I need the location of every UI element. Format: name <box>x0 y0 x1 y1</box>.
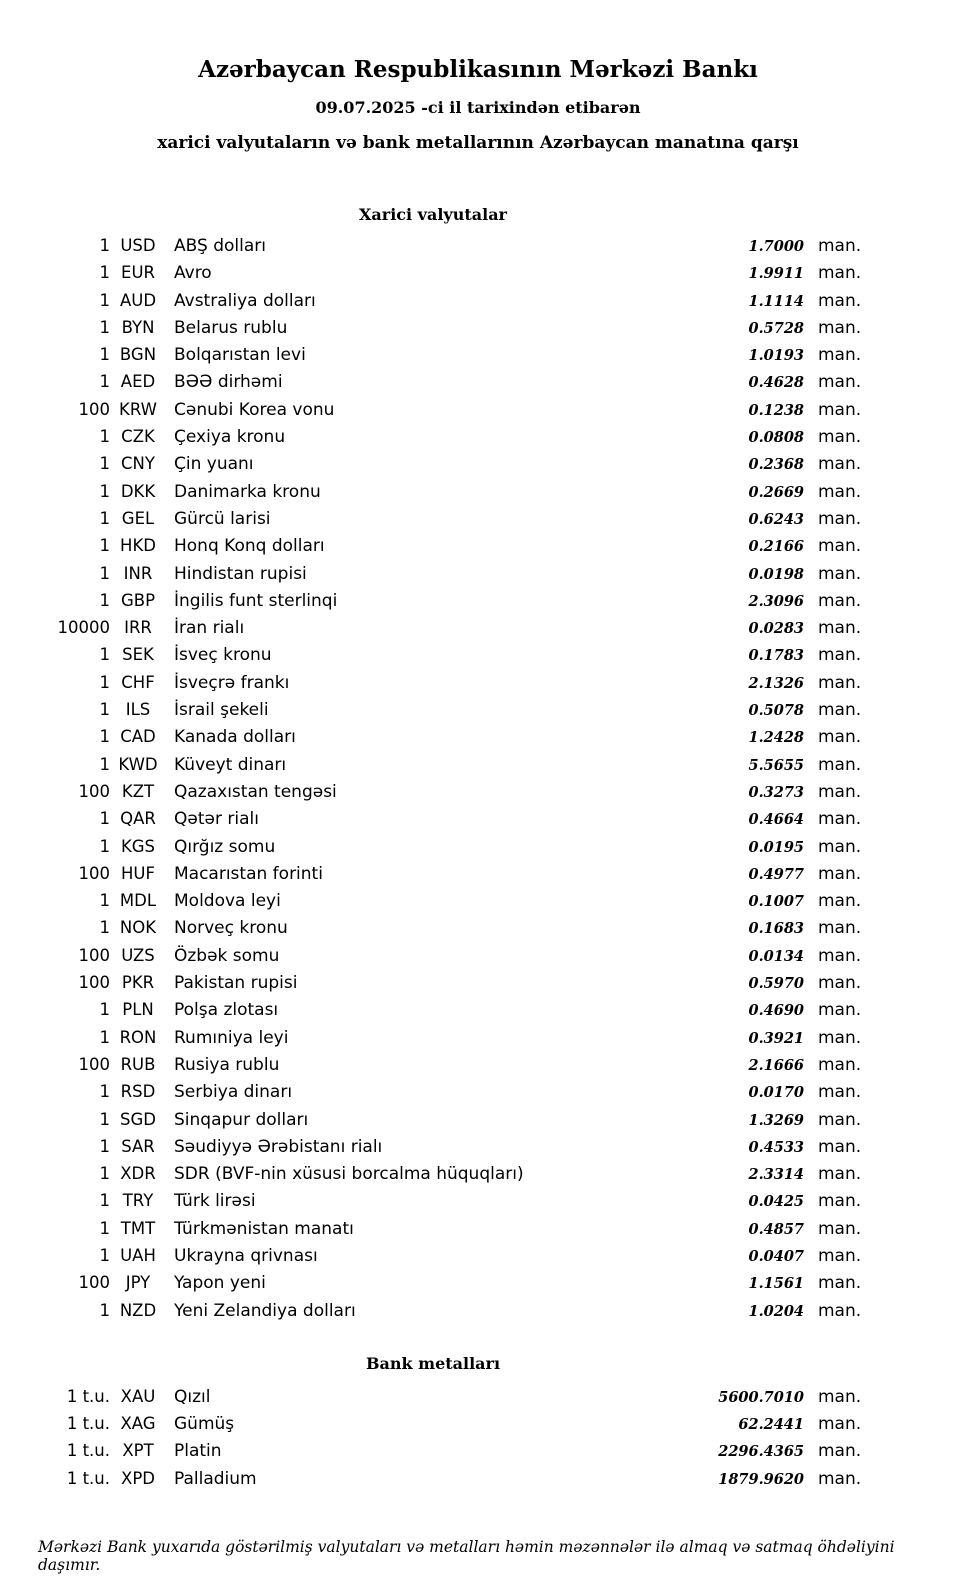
unit-label: man. <box>818 1109 862 1130</box>
unit-label: man. <box>818 1468 862 1489</box>
unit-label: man. <box>818 618 862 639</box>
rate-row-XPD <box>0 1465 866 1492</box>
currency-name: İngilis funt sterlinqi <box>174 590 338 611</box>
quantity-value: 1 <box>99 891 110 911</box>
unit-label: man. <box>818 563 862 584</box>
rate-row-XPT <box>0 1437 866 1464</box>
currency-name: Hindistan rupisi <box>174 563 307 584</box>
rate-value: 2296.4365 <box>718 1443 804 1461</box>
rate-row-RSD <box>0 1078 866 1105</box>
rate-row-NOK <box>0 914 866 941</box>
unit-label: man. <box>818 891 862 912</box>
rate-value: 0.0407 <box>748 1247 804 1265</box>
currency-code: PLN <box>122 1000 154 1020</box>
currencies-table <box>0 232 866 1324</box>
rate-row-INR <box>0 560 866 587</box>
currency-code: XPT <box>122 1441 154 1461</box>
currency-name: İsveç kronu <box>174 645 272 666</box>
currency-name: Avro <box>174 263 212 284</box>
unit-label: man. <box>818 1136 862 1157</box>
unit-label: man. <box>818 1218 862 1239</box>
rate-row-UAH <box>0 1242 866 1269</box>
currency-code: XPD <box>121 1468 155 1488</box>
rate-value: 0.1683 <box>748 920 804 938</box>
currency-code: TMT <box>120 1218 156 1238</box>
rate-row-RUB <box>0 1051 866 1078</box>
rate-value: 0.2166 <box>748 538 804 556</box>
unit-label: man. <box>818 1300 862 1321</box>
rate-row-HUF <box>0 860 866 887</box>
rate-value: 0.0283 <box>748 620 804 638</box>
currency-code: KZT <box>121 781 155 801</box>
rate-row-CZK <box>0 423 866 450</box>
unit-label: man. <box>818 836 862 857</box>
rate-value: 0.1007 <box>748 893 804 911</box>
rate-value: 1.2428 <box>748 729 804 747</box>
unit-label: man. <box>818 672 862 693</box>
unit-label: man. <box>818 1414 862 1435</box>
currency-name: Ukrayna qrivnası <box>174 1245 318 1266</box>
quantity-value: 1 <box>99 317 110 337</box>
unit-label: man. <box>818 481 862 502</box>
rate-row-CAD <box>0 723 866 750</box>
rate-value: 0.0808 <box>748 429 804 447</box>
rate-row-USD <box>0 232 866 259</box>
currency-name: Türk lirəsi <box>174 1191 256 1212</box>
rate-row-HKD <box>0 532 866 559</box>
rate-row-EUR <box>0 259 866 286</box>
quantity-value: 1 <box>99 1300 110 1320</box>
rate-value: 0.0198 <box>748 565 804 583</box>
rate-row-DKK <box>0 478 866 505</box>
quantity-value: 100 <box>78 973 110 993</box>
rate-row-QAR <box>0 805 866 832</box>
rate-row-KWD <box>0 751 866 778</box>
rate-row-KZT <box>0 778 866 805</box>
rate-value: 1.0204 <box>748 1302 804 1320</box>
unit-label: man. <box>818 263 862 284</box>
currency-code: NZD <box>119 1300 157 1320</box>
currency-code: CZK <box>121 427 155 447</box>
quantity-value: 1 <box>99 1191 110 1211</box>
quantity-value: 1 <box>99 1136 110 1156</box>
rate-row-KGS <box>0 833 866 860</box>
currency-code: RUB <box>120 1054 156 1074</box>
unit-label: man. <box>818 700 862 721</box>
unit-label: man. <box>818 973 862 994</box>
rate-value: 2.3314 <box>748 1166 804 1184</box>
rate-row-TRY <box>0 1187 866 1214</box>
unit-label: man. <box>818 1027 862 1048</box>
quantity-value: 100 <box>78 781 110 801</box>
unit-label: man. <box>818 863 862 884</box>
currency-name: Küveyt dinarı <box>174 754 287 775</box>
unit-label: man. <box>818 1000 862 1021</box>
currency-name: Cənubi Korea vonu <box>174 399 335 420</box>
rate-row-TMT <box>0 1215 866 1242</box>
currency-name: Səudiyyə Ərəbistanı rialı <box>174 1136 383 1157</box>
quantity-value: 1 <box>99 1082 110 1102</box>
rate-value: 1.7000 <box>748 238 804 255</box>
currency-name: BƏƏ dirhəmi <box>174 372 283 393</box>
quantity-value: 1 <box>99 481 110 501</box>
currency-code: KGS <box>120 836 156 856</box>
page-title: Azərbaycan Respublikasının Mərkəzi Bankı <box>198 56 758 83</box>
rate-row-PKR <box>0 969 866 996</box>
currency-name: Belarus rublu <box>174 317 288 338</box>
currency-code: GBP <box>120 590 156 610</box>
quantity-value: 1 t.u. <box>66 1414 110 1434</box>
currency-code: NOK <box>119 918 157 938</box>
quantity-value: 100 <box>78 863 110 883</box>
currency-code: AED <box>120 372 156 392</box>
quantity-value: 1 <box>99 700 110 720</box>
quantity-value: 100 <box>78 945 110 965</box>
document-header <box>0 0 956 153</box>
currency-code: SGD <box>120 1109 156 1129</box>
rate-row-UZS <box>0 942 866 969</box>
currency-name: Qızıl <box>174 1386 211 1407</box>
currency-code: USD <box>120 236 156 255</box>
rate-value: 1879.9620 <box>718 1470 804 1488</box>
rate-value: 1.3269 <box>748 1111 804 1129</box>
rate-row-SEK <box>0 641 866 668</box>
currency-code: HKD <box>120 536 156 556</box>
quantity-value: 1 <box>99 372 110 392</box>
unit-label: man. <box>818 1164 862 1185</box>
currency-name: Yapon yeni <box>174 1273 266 1294</box>
currency-code: MDL <box>119 891 157 911</box>
rate-value: 0.2368 <box>748 456 804 474</box>
currency-code: SAR <box>121 1136 155 1156</box>
unit-label: man. <box>818 454 862 475</box>
currency-name: Yeni Zelandiya dolları <box>174 1300 356 1321</box>
currency-name: Norveç kronu <box>174 918 288 939</box>
rate-row-XAG <box>0 1410 866 1437</box>
unit-label: man. <box>818 918 862 939</box>
quantity-value: 1 <box>99 590 110 610</box>
rate-value: 2.3096 <box>748 592 804 610</box>
rate-value: 2.1666 <box>748 1056 804 1074</box>
currency-code: QAR <box>120 809 156 829</box>
quantity-value: 1 <box>99 1245 110 1265</box>
quantity-value: 1 t.u. <box>66 1441 110 1461</box>
quantity-value: 1 t.u. <box>66 1468 110 1488</box>
rate-row-PLN <box>0 996 866 1023</box>
currency-name: Bolqarıstan levi <box>174 345 306 366</box>
currency-code: JPY <box>125 1273 151 1293</box>
currency-name: Gürcü larisi <box>174 508 271 529</box>
rate-value: 0.0195 <box>748 838 804 856</box>
quantity-value: 1 <box>99 508 110 528</box>
currency-code: RSD <box>120 1082 156 1102</box>
unit-label: man. <box>818 1245 862 1266</box>
currency-code: DKK <box>120 481 156 501</box>
rate-value: 0.4690 <box>748 1002 804 1020</box>
currency-name: Türkmənistan manatı <box>174 1218 354 1239</box>
currency-name: Gümüş <box>174 1414 235 1435</box>
currency-name: İran rialı <box>174 618 245 639</box>
rate-value: 1.9911 <box>748 265 804 283</box>
currency-name: Qırğız somu <box>174 836 276 857</box>
unit-label: man. <box>818 536 862 557</box>
currency-code: BYN <box>121 317 155 337</box>
rate-row-BGN <box>0 341 866 368</box>
metals-section-title: Bank metalları <box>365 1353 501 1373</box>
currency-code: HUF <box>121 863 155 883</box>
currency-code: UAH <box>120 1245 156 1265</box>
currency-code: KRW <box>119 399 157 419</box>
unit-label: man. <box>818 1441 862 1462</box>
currency-name: Qazaxıstan tengəsi <box>174 781 337 802</box>
rate-value: 0.4628 <box>748 374 804 392</box>
quantity-value: 1 <box>99 427 110 447</box>
rate-row-KRW <box>0 396 866 423</box>
rate-value: 0.4857 <box>748 1220 804 1238</box>
currency-code: XDR <box>120 1164 156 1184</box>
rate-value: 0.1783 <box>748 647 804 665</box>
currency-code: AUD <box>119 290 157 310</box>
currency-name: Palladium <box>174 1468 257 1489</box>
rate-value: 0.0425 <box>748 1193 804 1211</box>
quantity-value: 10000 <box>57 618 110 638</box>
rate-value: 0.5728 <box>748 319 804 337</box>
quantity-value: 1 t.u. <box>66 1386 110 1406</box>
currency-code: PKR <box>121 973 155 993</box>
quantity-value: 1 <box>99 754 110 774</box>
currency-code: BGN <box>119 345 157 365</box>
quantity-value: 1 <box>99 1164 110 1184</box>
currencies-section-title: Xarici valyutalar <box>359 205 507 224</box>
currency-code: INR <box>123 563 153 583</box>
currency-name: Danimarka kronu <box>174 481 321 502</box>
quantity-value: 100 <box>78 399 110 419</box>
currency-code: SEK <box>122 645 154 665</box>
page-subtitle: xarici valyutaların və bank metallarının Azərbaycan manatına qarşı <box>157 133 799 153</box>
currency-name: Honq Konq dolları <box>174 536 325 557</box>
rate-value: 0.2669 <box>748 483 804 501</box>
currency-name: Sinqapur dolları <box>174 1109 309 1130</box>
unit-label: man. <box>818 645 862 666</box>
rate-value: 5600.7010 <box>718 1388 804 1406</box>
quantity-value: 1 <box>99 645 110 665</box>
currency-code: RON <box>119 1027 157 1047</box>
effective-date-line: 09.07.2025 -ci il tarixindən etibarən <box>315 98 641 117</box>
currency-name: SDR (BVF-nin xüsusi borcalma hüquqları) <box>174 1164 524 1185</box>
rate-value: 1.1114 <box>748 292 804 310</box>
quantity-value: 1 <box>99 1109 110 1129</box>
rate-row-BYN <box>0 314 866 341</box>
currency-name: Kanada dolları <box>174 727 296 748</box>
rate-row-RON <box>0 1024 866 1051</box>
currency-name: Rumıniya leyi <box>174 1027 289 1048</box>
unit-label: man. <box>818 1082 862 1103</box>
rate-row-SAR <box>0 1133 866 1160</box>
quantity-value: 1 <box>99 672 110 692</box>
currency-code: UZS <box>121 945 155 965</box>
unit-label: man. <box>818 345 862 366</box>
unit-label: man. <box>818 727 862 748</box>
quantity-value: 1 <box>99 536 110 556</box>
currency-code: GEL <box>121 508 155 528</box>
rate-value: 0.4977 <box>748 865 804 883</box>
unit-label: man. <box>818 590 862 611</box>
quantity-value: 1 <box>99 1027 110 1047</box>
quantity-value: 1 <box>99 345 110 365</box>
rate-row-CHF <box>0 669 866 696</box>
unit-label: man. <box>818 809 862 830</box>
rate-value: 0.4533 <box>748 1138 804 1156</box>
currency-code: IRR <box>124 618 152 638</box>
currency-code: KWD <box>118 754 158 774</box>
rate-value: 2.1326 <box>748 674 804 692</box>
rate-row-CNY <box>0 450 866 477</box>
rate-row-GEL <box>0 505 866 532</box>
rate-row-XAU <box>0 1383 866 1410</box>
rate-row-IRR <box>0 614 866 641</box>
unit-label: man. <box>818 317 862 338</box>
quantity-value: 1 <box>99 1000 110 1020</box>
currency-name: İsrail şekeli <box>174 700 269 721</box>
quantity-value: 1 <box>99 263 110 283</box>
rate-row-AED <box>0 368 866 395</box>
quantity-value: 1 <box>99 454 110 474</box>
quantity-value: 1 <box>99 727 110 747</box>
rate-value: 5.5655 <box>748 756 804 774</box>
rate-value: 0.5970 <box>748 975 804 993</box>
unit-label: man. <box>818 781 862 802</box>
unit-label: man. <box>818 1191 862 1212</box>
quantity-value: 1 <box>99 918 110 938</box>
currency-name: Rusiya rublu <box>174 1054 280 1075</box>
currency-name: Moldova leyi <box>174 891 281 912</box>
currency-code: ILS <box>125 700 151 720</box>
currency-name: Macarıstan forinti <box>174 863 323 884</box>
currency-name: Platin <box>174 1441 222 1462</box>
currency-code: TRY <box>122 1191 154 1211</box>
rate-row-MDL <box>0 887 866 914</box>
disclaimer-text: Mərkəzi Bank yuxarıda göstərilmiş valyutaları və metalları həmin məzənnələr ilə almaq və satmaq öhdəliyini daşımır. <box>38 1538 895 1574</box>
currency-name: Polşa zlotası <box>174 1000 279 1021</box>
rate-row-AUD <box>0 287 866 314</box>
unit-label: man. <box>818 236 862 256</box>
unit-label: man. <box>818 290 862 311</box>
currency-code: XAU <box>120 1386 156 1406</box>
rate-value: 0.6243 <box>748 510 804 528</box>
rate-value: 0.5078 <box>748 702 804 720</box>
currency-name: Qətər rialı <box>174 809 259 830</box>
unit-label: man. <box>818 1054 862 1075</box>
unit-label: man. <box>818 508 862 529</box>
quantity-value: 1 <box>99 836 110 856</box>
currency-name: Pakistan rupisi <box>174 973 298 994</box>
quantity-value: 1 <box>99 1218 110 1238</box>
quantity-value: 100 <box>78 1054 110 1074</box>
currency-code: CAD <box>120 727 156 747</box>
unit-label: man. <box>818 754 862 775</box>
currency-name: Çin yuanı <box>174 454 254 475</box>
quantity-value: 1 <box>99 809 110 829</box>
rate-row-XDR <box>0 1160 866 1187</box>
currency-name: Özbək somu <box>174 945 280 966</box>
currency-name: ABŞ dolları <box>174 236 266 256</box>
rate-value: 1.0193 <box>748 347 804 365</box>
unit-label: man. <box>818 1386 862 1407</box>
rate-value: 62.2441 <box>738 1416 804 1434</box>
unit-label: man. <box>818 427 862 448</box>
rate-value: 0.0134 <box>748 947 804 965</box>
rate-value: 0.1238 <box>748 401 804 419</box>
rate-value: 0.0170 <box>748 1084 804 1102</box>
unit-label: man. <box>818 1273 862 1294</box>
unit-label: man. <box>818 399 862 420</box>
quantity-value: 1 <box>99 236 110 255</box>
rate-value: 1.1561 <box>748 1275 804 1293</box>
currency-code: CHF <box>121 672 155 692</box>
rate-row-NZD <box>0 1297 866 1324</box>
quantity-value: 1 <box>99 290 110 310</box>
currency-name: Çexiya kronu <box>174 427 286 448</box>
rate-value: 0.4664 <box>748 811 804 829</box>
currency-code: EUR <box>121 263 155 283</box>
unit-label: man. <box>818 945 862 966</box>
metals-table <box>0 1383 866 1492</box>
rate-row-JPY <box>0 1269 866 1296</box>
currency-name: İsveçrə frankı <box>174 672 290 693</box>
currency-code: XAG <box>120 1414 156 1434</box>
rate-value: 0.3921 <box>748 1029 804 1047</box>
quantity-value: 1 <box>99 563 110 583</box>
currency-code: CNY <box>121 454 155 474</box>
rate-row-GBP <box>0 587 866 614</box>
rate-value: 0.3273 <box>748 783 804 801</box>
rate-row-SGD <box>0 1106 866 1133</box>
quantity-value: 100 <box>78 1273 110 1293</box>
currency-name: Avstraliya dolları <box>174 290 316 311</box>
rate-row-ILS <box>0 696 866 723</box>
currency-name: Serbiya dinarı <box>174 1082 293 1103</box>
unit-label: man. <box>818 372 862 393</box>
